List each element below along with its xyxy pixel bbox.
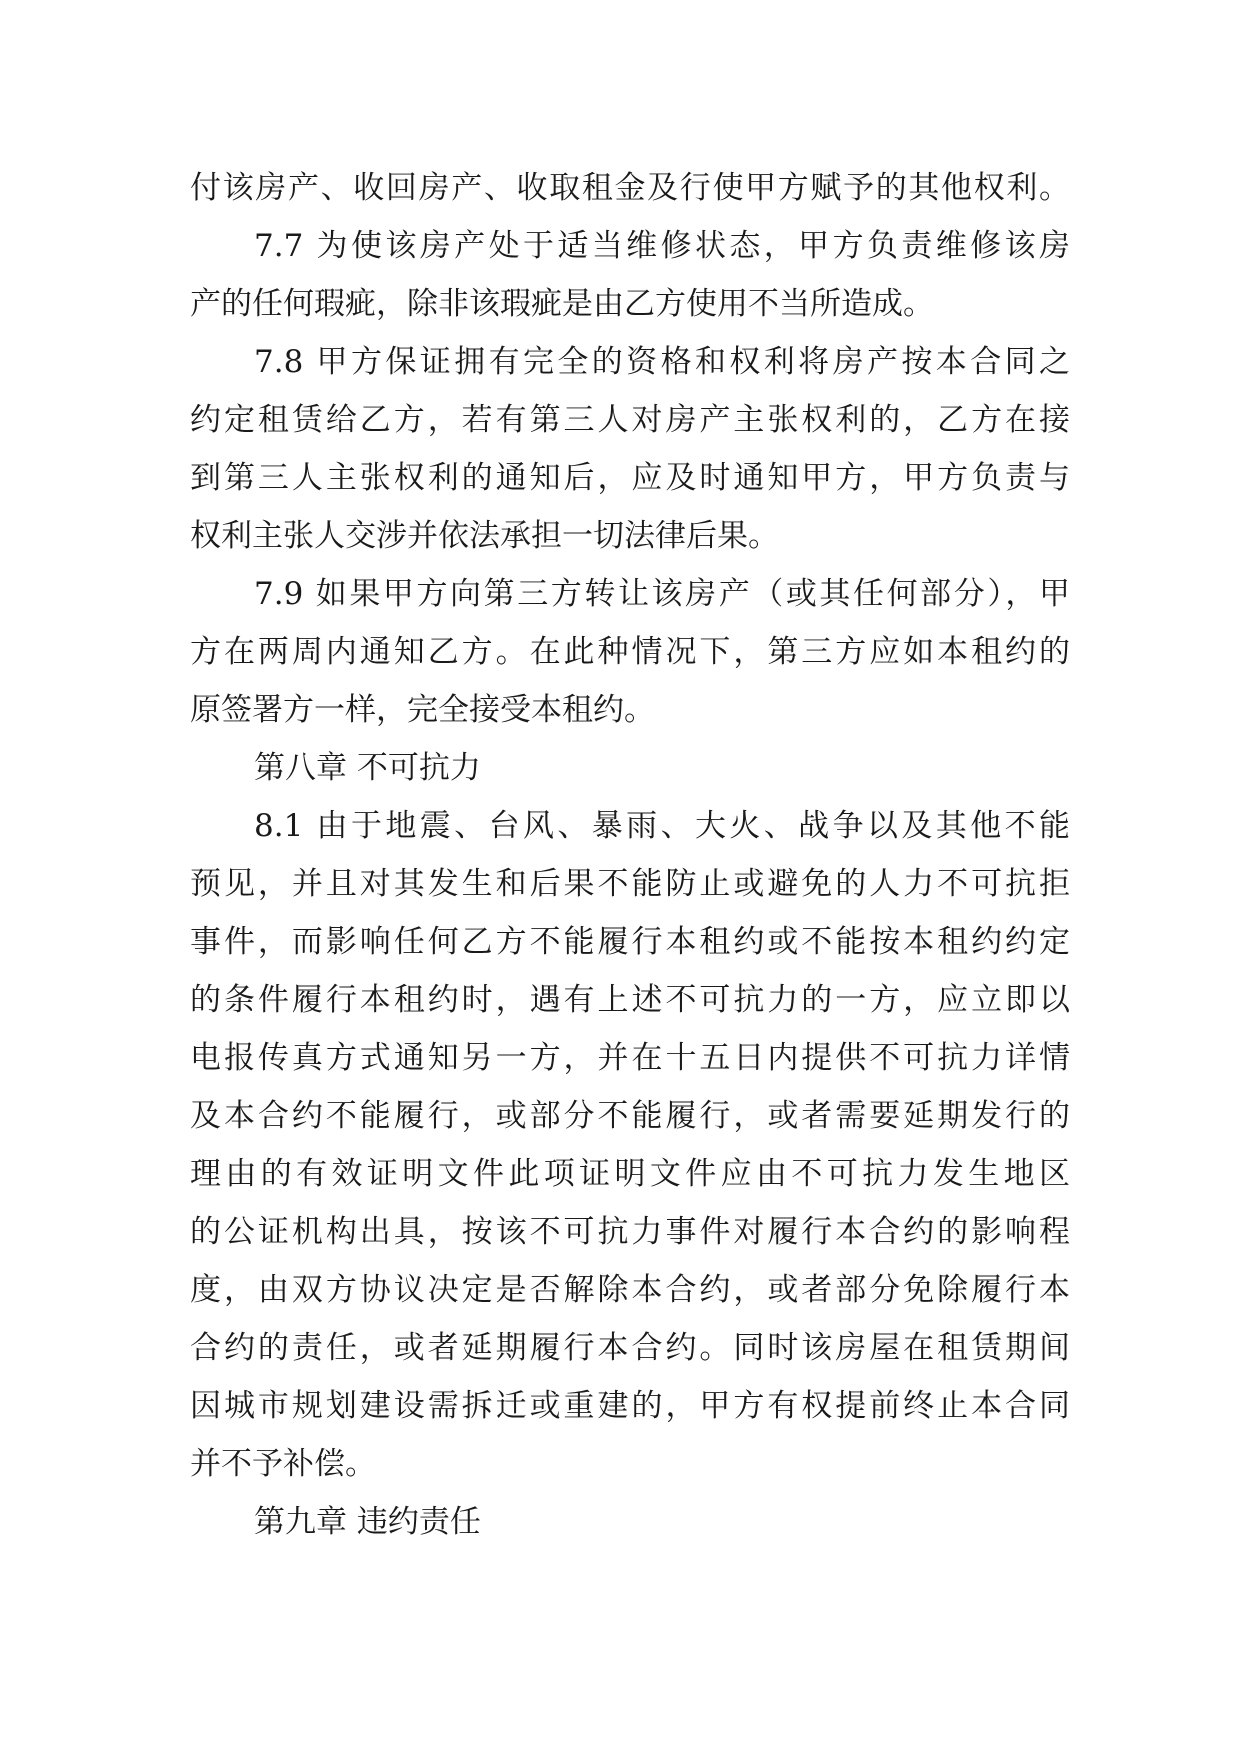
chapter-9-heading: 第九章 违约责任 xyxy=(254,1504,481,1540)
text-line: 的公证机构出具，按该不可抗力事件对履行本合约的影响程 xyxy=(190,1214,1070,1250)
text-line: 度，由双方协议决定是否解除本合约，或者部分免除履行本 xyxy=(190,1272,1070,1308)
clause-8-1: 8.1 由于地震、台风、暴雨、大火、战争以及其他不能 xyxy=(254,808,1070,844)
text-line: 合约的责任，或者延期履行本合约。同时该房屋在租赁期间 xyxy=(190,1330,1070,1366)
clause-7-9: 7.9 如果甲方向第三方转让该房产（或其任何部分），甲 xyxy=(254,576,1070,612)
clause-7-7: 7.7 为使该房产处于适当维修状态，甲方负责维修该房 xyxy=(254,228,1070,264)
text-line: 约定租赁给乙方，若有第三人对房产主张权利的，乙方在接 xyxy=(190,402,1070,438)
text-line: 方在两周内通知乙方。在此种情况下，第三方应如本租约的 xyxy=(190,634,1070,670)
text-line: 原签署方一样，完全接受本租约。 xyxy=(190,692,655,728)
text-line: 理由的有效证明文件此项证明文件应由不可抗力发生地区 xyxy=(190,1156,1070,1192)
text-line: 及本合约不能履行，或部分不能履行，或者需要延期发行的 xyxy=(190,1098,1070,1134)
text-line: 事件，而影响任何乙方不能履行本租约或不能按本租约约定 xyxy=(190,924,1070,960)
text-line: 产的任何瑕疵，除非该瑕疵是由乙方使用不当所造成。 xyxy=(190,286,934,322)
text-line: 的条件履行本租约时，遇有上述不可抗力的一方，应立即以 xyxy=(190,982,1070,1018)
text-line: 付该房产、收回房产、收取租金及行使甲方赋予的其他权利。 xyxy=(190,170,1070,206)
clause-7-8: 7.8 甲方保证拥有完全的资格和权利将房产按本合同之 xyxy=(254,344,1070,380)
text-line: 权利主张人交涉并依法承担一切法律后果。 xyxy=(190,518,779,554)
text-line: 到第三人主张权利的通知后，应及时通知甲方，甲方负责与 xyxy=(190,460,1070,496)
text-line: 因城市规划建设需拆迁或重建的，甲方有权提前终止本合同 xyxy=(190,1388,1070,1424)
text-line: 并不予补偿。 xyxy=(190,1446,376,1482)
text-line: 预见，并且对其发生和后果不能防止或避免的人力不可抗拒 xyxy=(190,866,1070,902)
text-line: 电报传真方式通知另一方，并在十五日内提供不可抗力详情 xyxy=(190,1040,1070,1076)
chapter-8-heading: 第八章 不可抗力 xyxy=(254,750,481,786)
